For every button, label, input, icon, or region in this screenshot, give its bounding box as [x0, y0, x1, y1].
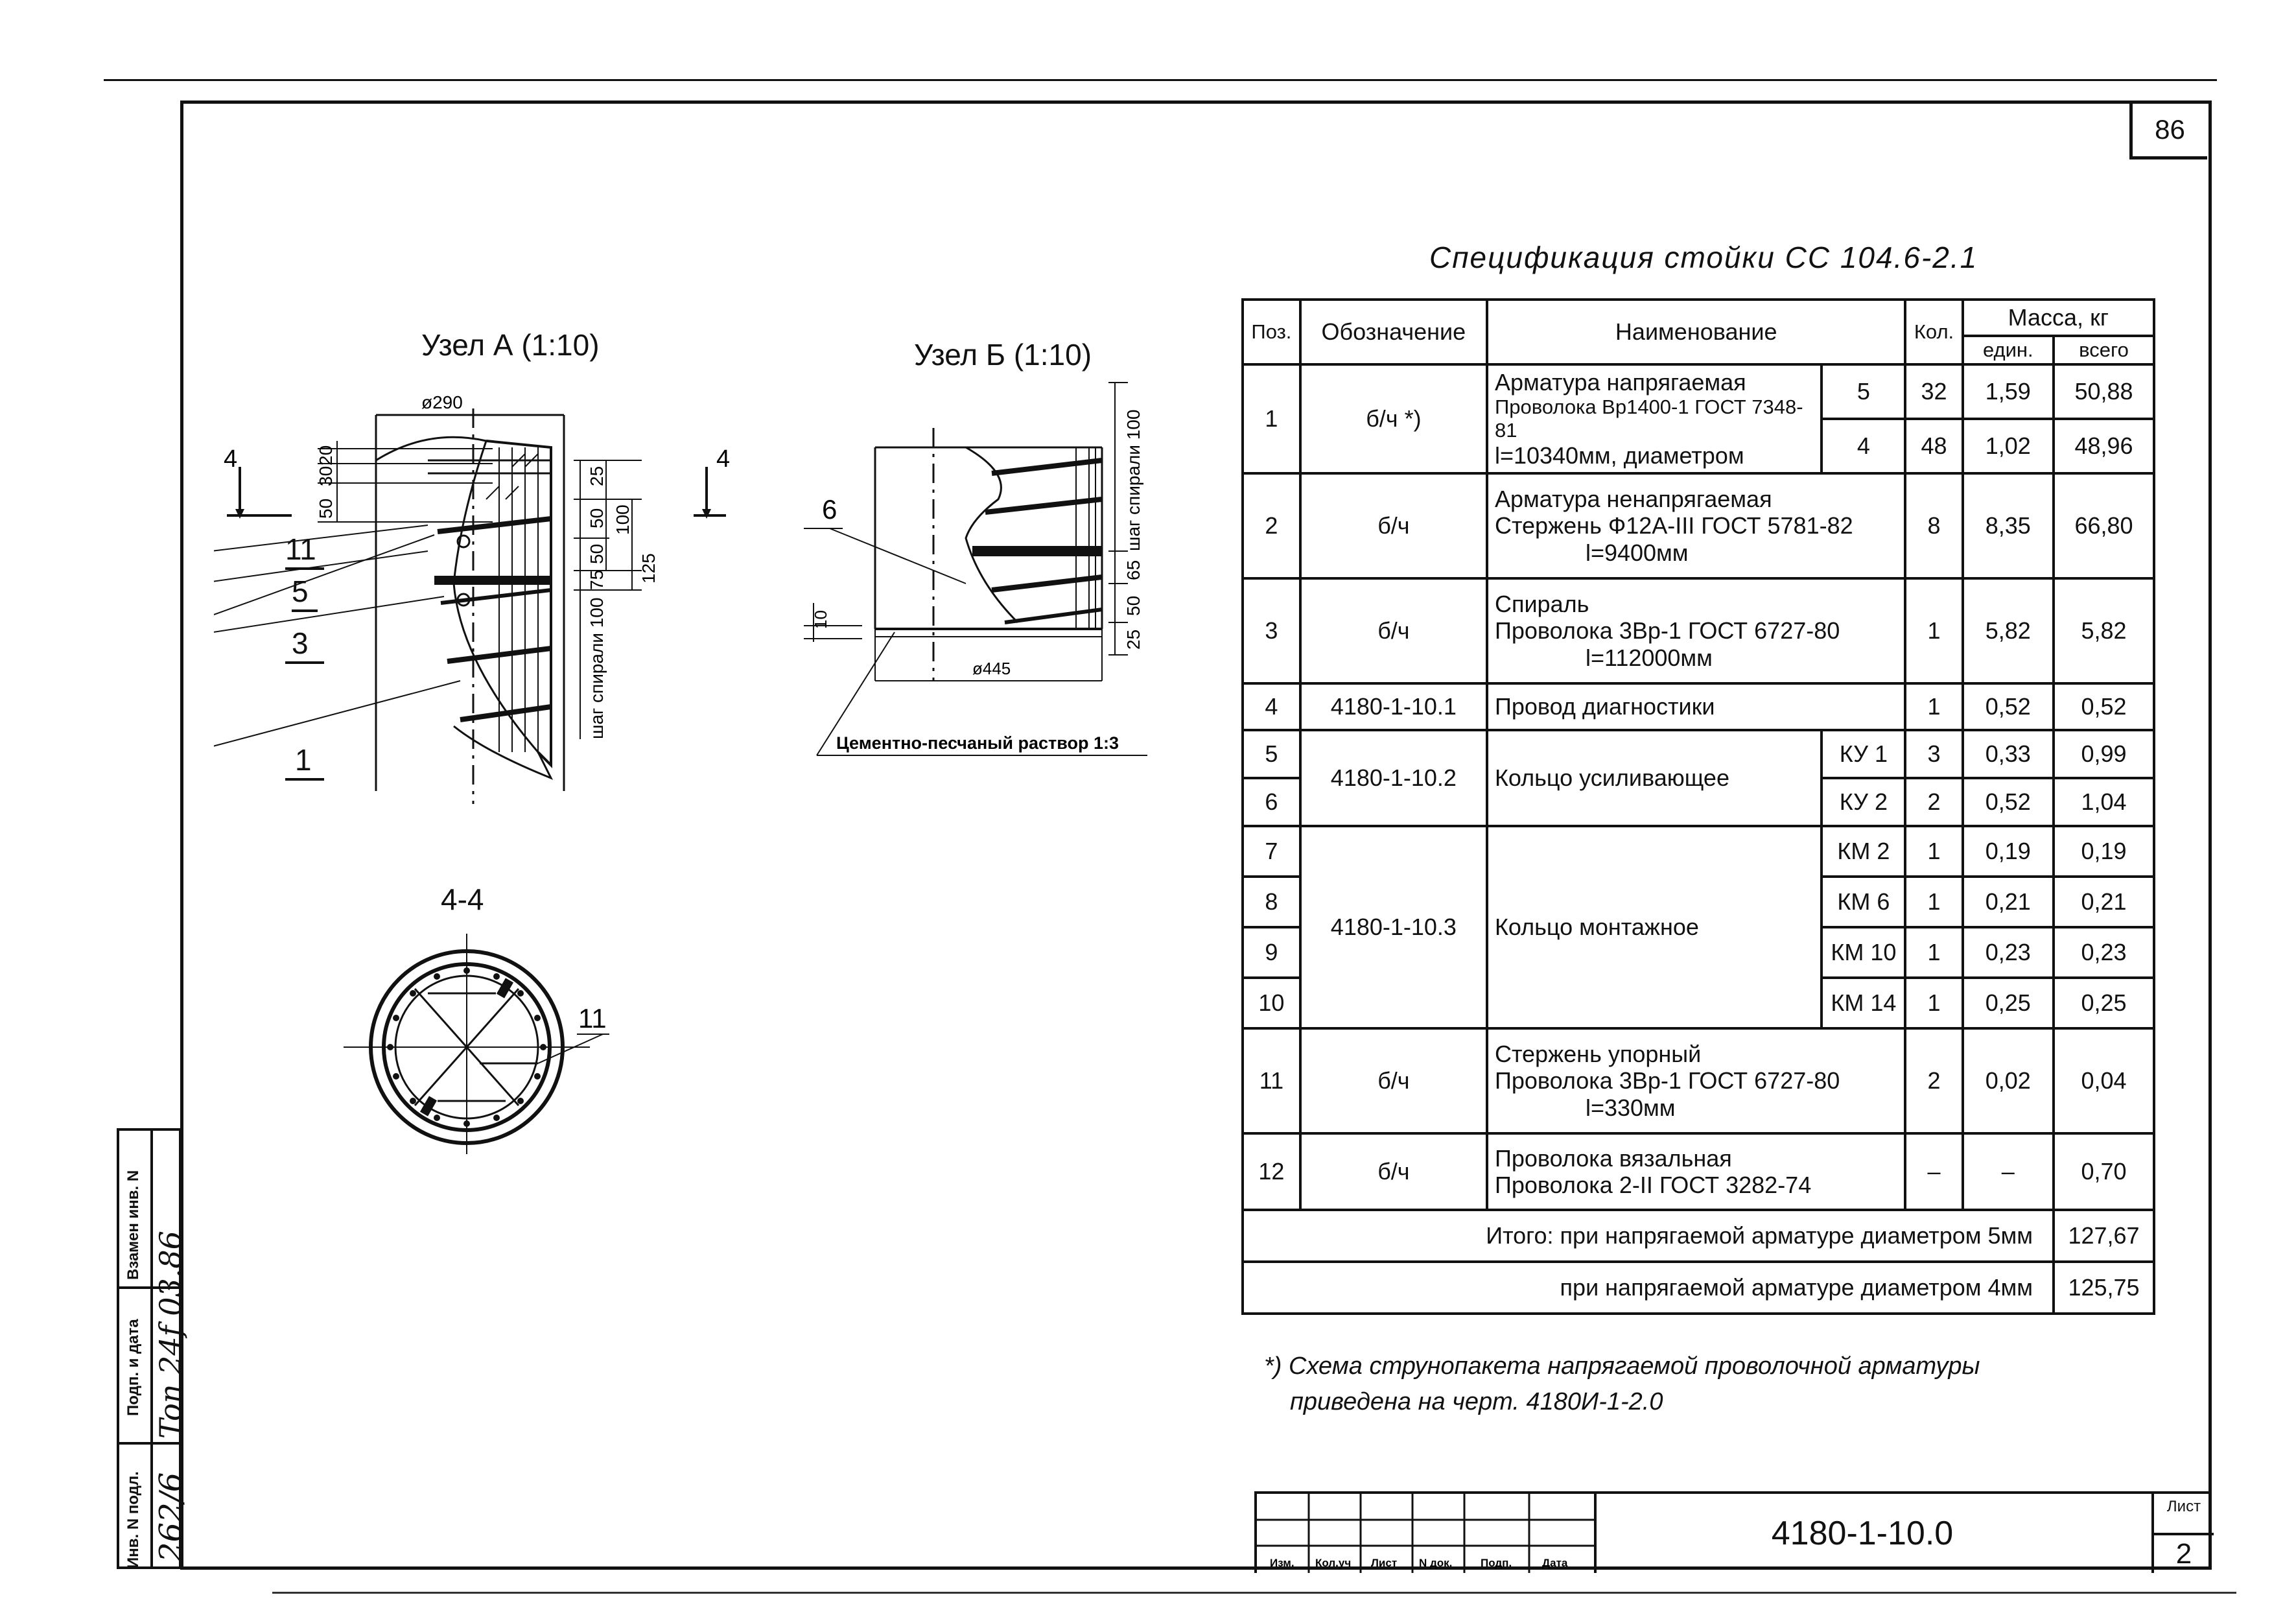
sheet-box [2151, 1494, 2214, 1573]
table-row: 5 4180-1-10.2 Кольцо усиливающее КУ 1 3 0,33 0,99 [1243, 730, 2154, 778]
hdr-pos: Поз. [1243, 300, 1300, 364]
label-1: 1 [295, 743, 312, 777]
dim-a-50b: 50 [587, 543, 607, 564]
table-row: 4 48 1,02 48,96 [1243, 419, 2154, 473]
title-block [1254, 1491, 2211, 1573]
label-11-section: 11 [578, 1003, 607, 1034]
sheet-label: Лист [2166, 1498, 2201, 1515]
header-row [1243, 300, 2154, 336]
a-diam-label: ø290 [421, 392, 463, 412]
label-3: 3 [292, 626, 309, 660]
dim-b-65: 65 [1123, 560, 1143, 580]
dim-a-125: 125 [638, 553, 659, 584]
dim-a-25: 25 [587, 466, 607, 486]
table-row: 2 б/ч Арматура ненапрягаемая Стержень Ф12А-III ГОСТ 5781-82 l=9400мм 8 8,35 66,80 [1243, 473, 2154, 578]
page-number: 86 [2129, 102, 2207, 160]
total-row-4mm: при напрягаемой арматуре диаметром 4мм 125,75 [1243, 1262, 2154, 1314]
dim-b-10: 10 [811, 610, 830, 629]
col-list: Лист [1371, 1557, 1398, 1569]
col-kol-uch: Кол.уч [1315, 1557, 1352, 1569]
table-row: 10 КМ 14 1 0,25 0,25 [1243, 978, 2154, 1028]
table-row: 1 б/ч *) Арматура напрягаемая Проволока Вр1400-1 ГОСТ 7348-81 l=10340мм, диаметром 5 32 1,59 50,88 [1243, 364, 2154, 419]
vzam-inv-label: Взамен инв. N [124, 1170, 142, 1280]
hdr-designation: Обозначение [1300, 300, 1487, 364]
footnote-line-2: приведена на черт. 4180И-1-2.0 [1290, 1388, 1663, 1416]
dim-b-25: 25 [1123, 629, 1143, 650]
table-row: 9 КМ 10 1 0,23 0,23 [1243, 927, 2154, 978]
hdr-mass: Масса, кг [1963, 300, 2154, 336]
label-5: 5 [292, 574, 309, 608]
hdr-qty: Кол. [1905, 300, 1962, 364]
dim-a-50a: 50 [587, 508, 607, 528]
node-b-drawing [804, 370, 1167, 772]
dim-a-100: 100 [613, 504, 633, 535]
side-stamp [117, 1128, 189, 1569]
label-6: 6 [822, 494, 838, 525]
spiral-step-b: шаг спирали 100 [1123, 409, 1143, 551]
spiral-step-a: шаг спирали 100 [587, 597, 607, 739]
table-row: 8 КМ 6 1 0,21 0,21 [1243, 877, 2154, 927]
table-row: 12 б/ч Проволока вязальная Проволока 2-II ГОСТ 3282-74 – – 0,70 [1243, 1133, 2154, 1210]
section-mark-right: 4 [716, 445, 731, 473]
table-row: 6 КУ 2 2 0,52 1,04 [1243, 778, 2154, 826]
table-row: 7 4180-1-10.3 Кольцо монтажное КМ 2 1 0,19 0,19 [1243, 826, 2154, 877]
label-11: 11 [285, 532, 316, 566]
dim-a-75: 75 [587, 569, 607, 590]
inv-podl-label: Инв. N подл. [124, 1471, 142, 1568]
table-row: 3 б/ч Спираль Проволока 3Вр-1 ГОСТ 6727-80 l=112000мм 1 5,82 5,82 [1243, 578, 2154, 683]
hdr-unit: един. [1963, 336, 2054, 364]
footnote [1264, 1349, 1980, 1420]
spec-table [1241, 298, 2155, 1315]
node-a-title: Узел А (1:10) [421, 328, 600, 362]
col-podp: Подп. [1481, 1557, 1512, 1569]
signature-value: Ton 24f 03.86 [153, 1231, 188, 1439]
hdr-total: всего [2054, 336, 2154, 364]
document-code: 4180-1-10.0 [1594, 1494, 2128, 1573]
dim-a-50: 50 [316, 498, 336, 519]
hdr-name: Наименование [1487, 300, 1906, 364]
podp-data-label: Подп. и дата [124, 1319, 142, 1416]
revision-grid [1257, 1494, 1594, 1573]
top-border-line [104, 79, 2217, 81]
section-title: 4-4 [441, 882, 484, 916]
spec-title: Спецификация стойки СС 104.6-2.1 [1429, 241, 1978, 274]
inv-value: 262/6 [153, 1472, 189, 1562]
section-mark-left: 4 [224, 445, 238, 473]
dim-a-30: 30 [316, 466, 336, 486]
sheet-number: 2 [2154, 1533, 2214, 1573]
col-izm: Изм. [1270, 1557, 1294, 1569]
mortar-label: Цементно-песчаный раствор 1:3 [836, 733, 1119, 753]
node-b-title: Узел Б (1:10) [914, 338, 1092, 372]
table-row: 11 б/ч Стержень упорный Проволока 3Вр-1 ГОСТ 6727-80 l=330мм 2 0,02 0,04 [1243, 1028, 2154, 1133]
total-row-5mm: Итого: при напрягаемой арматуре диаметром 5мм 127,67 [1243, 1210, 2154, 1262]
bottom-border-line [272, 1592, 2236, 1594]
footnote-line-1: *) Схема струнопакета напрягаемой проволочной арматуры [1264, 1353, 1980, 1380]
section-4-4-drawing [344, 934, 668, 1154]
table-row: 4 4180-1-10.1 Провод диагностики 1 0,52 0,52 [1243, 683, 2154, 730]
dim-b-50: 50 [1123, 595, 1143, 616]
b-diam-label: ø445 [972, 659, 1011, 678]
col-n-dok: N док. [1419, 1557, 1453, 1569]
dim-a-20: 20 [316, 445, 336, 466]
col-data: Дата [1542, 1557, 1568, 1569]
